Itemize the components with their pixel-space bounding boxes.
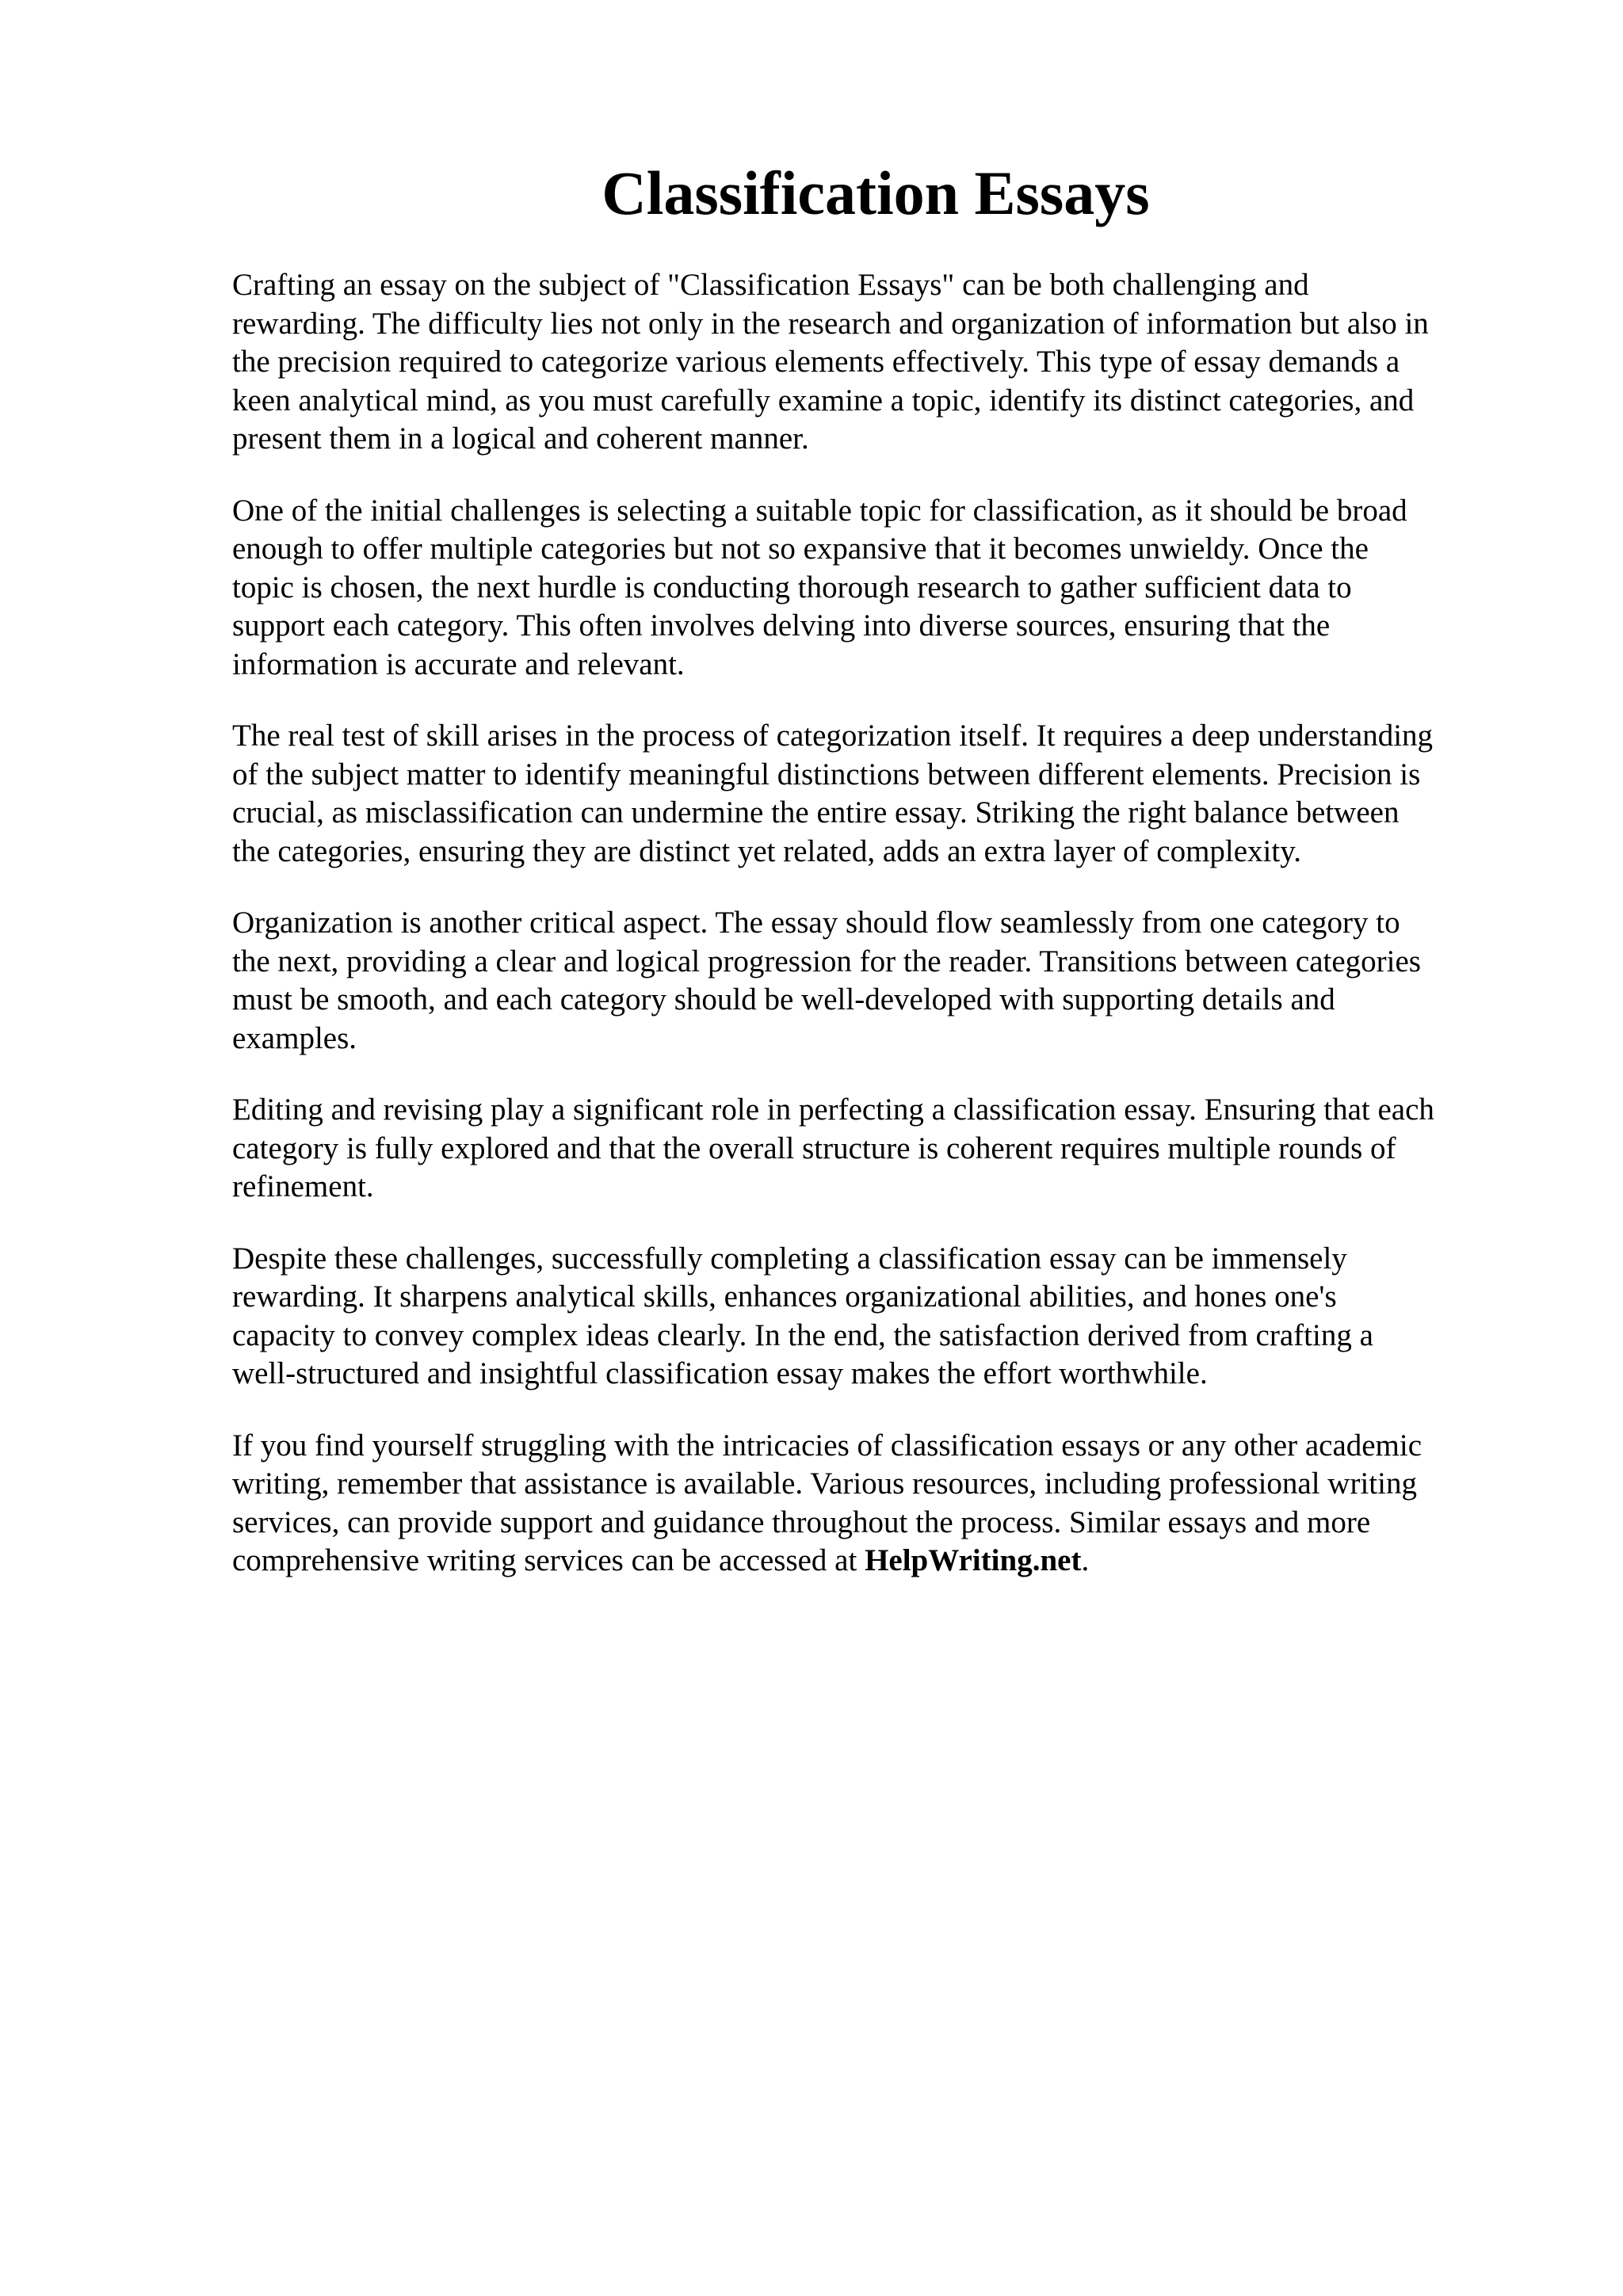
text-line: crucial, as misclassification can undermine the entire essay. Striking the right balance between	[232, 795, 1400, 830]
text-line: present them in a logical and coherent manner.	[232, 421, 809, 456]
text-line: The real test of skill arises in the process of categorization itself. It requires a deep understanding	[232, 719, 1434, 753]
text-line: keen analytical mind, as you must carefully examine a topic, identify its distinct categories, and	[232, 383, 1415, 418]
text-line: must be smooth, and each category should be well-developed with supporting details and	[232, 982, 1335, 1016]
text-line: topic is chosen, the next hurdle is conducting thorough research to gather sufficient data to	[232, 570, 1352, 605]
paragraph-7	[232, 1427, 1532, 1581]
final-line-prefix: comprehensive writing services can be accessed at	[232, 1543, 865, 1577]
paragraph-1	[232, 266, 1532, 459]
text-line: enough to offer multiple categories but not so expansive that it becomes unwieldy. Once the	[232, 532, 1369, 566]
text-line: Editing and revising play a significant role in perfecting a classification essay. Ensuring that each	[232, 1093, 1434, 1127]
text-line: writing, remember that assistance is available. Various resources, including professional writing	[232, 1466, 1417, 1501]
text-line: refinement.	[232, 1169, 374, 1203]
text-line: the categories, ensuring they are distinct yet related, adds an extra layer of complexity.	[232, 833, 1301, 868]
paragraph-4	[232, 904, 1532, 1058]
text-line: rewarding. The difficulty lies not only in the research and organization of information but also in	[232, 306, 1429, 341]
document-body	[232, 266, 1532, 1614]
text-line: the next, providing a clear and logical progression for the reader. Transitions between categories	[232, 944, 1421, 978]
text-line: the precision required to categorize various elements effectively. This type of essay demands a	[232, 345, 1400, 379]
final-line-suffix: .	[1081, 1543, 1090, 1577]
text-line: capacity to convey complex ideas clearly. In the end, the satisfaction derived from crafting a	[232, 1318, 1373, 1352]
paragraph-2	[232, 492, 1532, 685]
text-line: Despite these challenges, successfully completing a classification essay can be immensely	[232, 1241, 1347, 1276]
text-line: examples.	[232, 1020, 357, 1055]
text-line: support each category. This often involves delving into diverse sources, ensuring that the	[232, 608, 1331, 643]
page-title: Classification Essays	[601, 158, 1150, 227]
paragraph-6	[232, 1240, 1532, 1394]
paragraph-5	[232, 1091, 1532, 1207]
helpwriting-link[interactable]: HelpWriting.net	[865, 1543, 1082, 1577]
text-line: category is fully explored and that the overall structure is coherent requires multiple rounds of	[232, 1131, 1396, 1165]
text-line: Crafting an essay on the subject of "Classification Essays" can be both challenging and	[232, 268, 1309, 302]
text-line: One of the initial challenges is selecting a suitable topic for classification, as it should be broad	[232, 493, 1407, 528]
text-line: services, can provide support and guidance throughout the process. Similar essays and more	[232, 1505, 1371, 1539]
text-line-final	[232, 1542, 1532, 1581]
text-line: rewarding. It sharpens analytical skills, enhances organizational abilities, and hones one's	[232, 1280, 1337, 1314]
text-line: of the subject matter to identify meaningful distinctions between different elements. Precision is	[232, 757, 1421, 791]
text-line: If you find yourself struggling with the intricacies of classification essays or any other academic	[232, 1428, 1423, 1463]
text-line: Organization is another critical aspect. The essay should flow seamlessly from one category to	[232, 906, 1400, 940]
text-line: information is accurate and relevant.	[232, 646, 685, 681]
text-line: well-structured and insightful classification essay makes the effort worthwhile.	[232, 1356, 1208, 1390]
paragraph-3	[232, 717, 1532, 871]
